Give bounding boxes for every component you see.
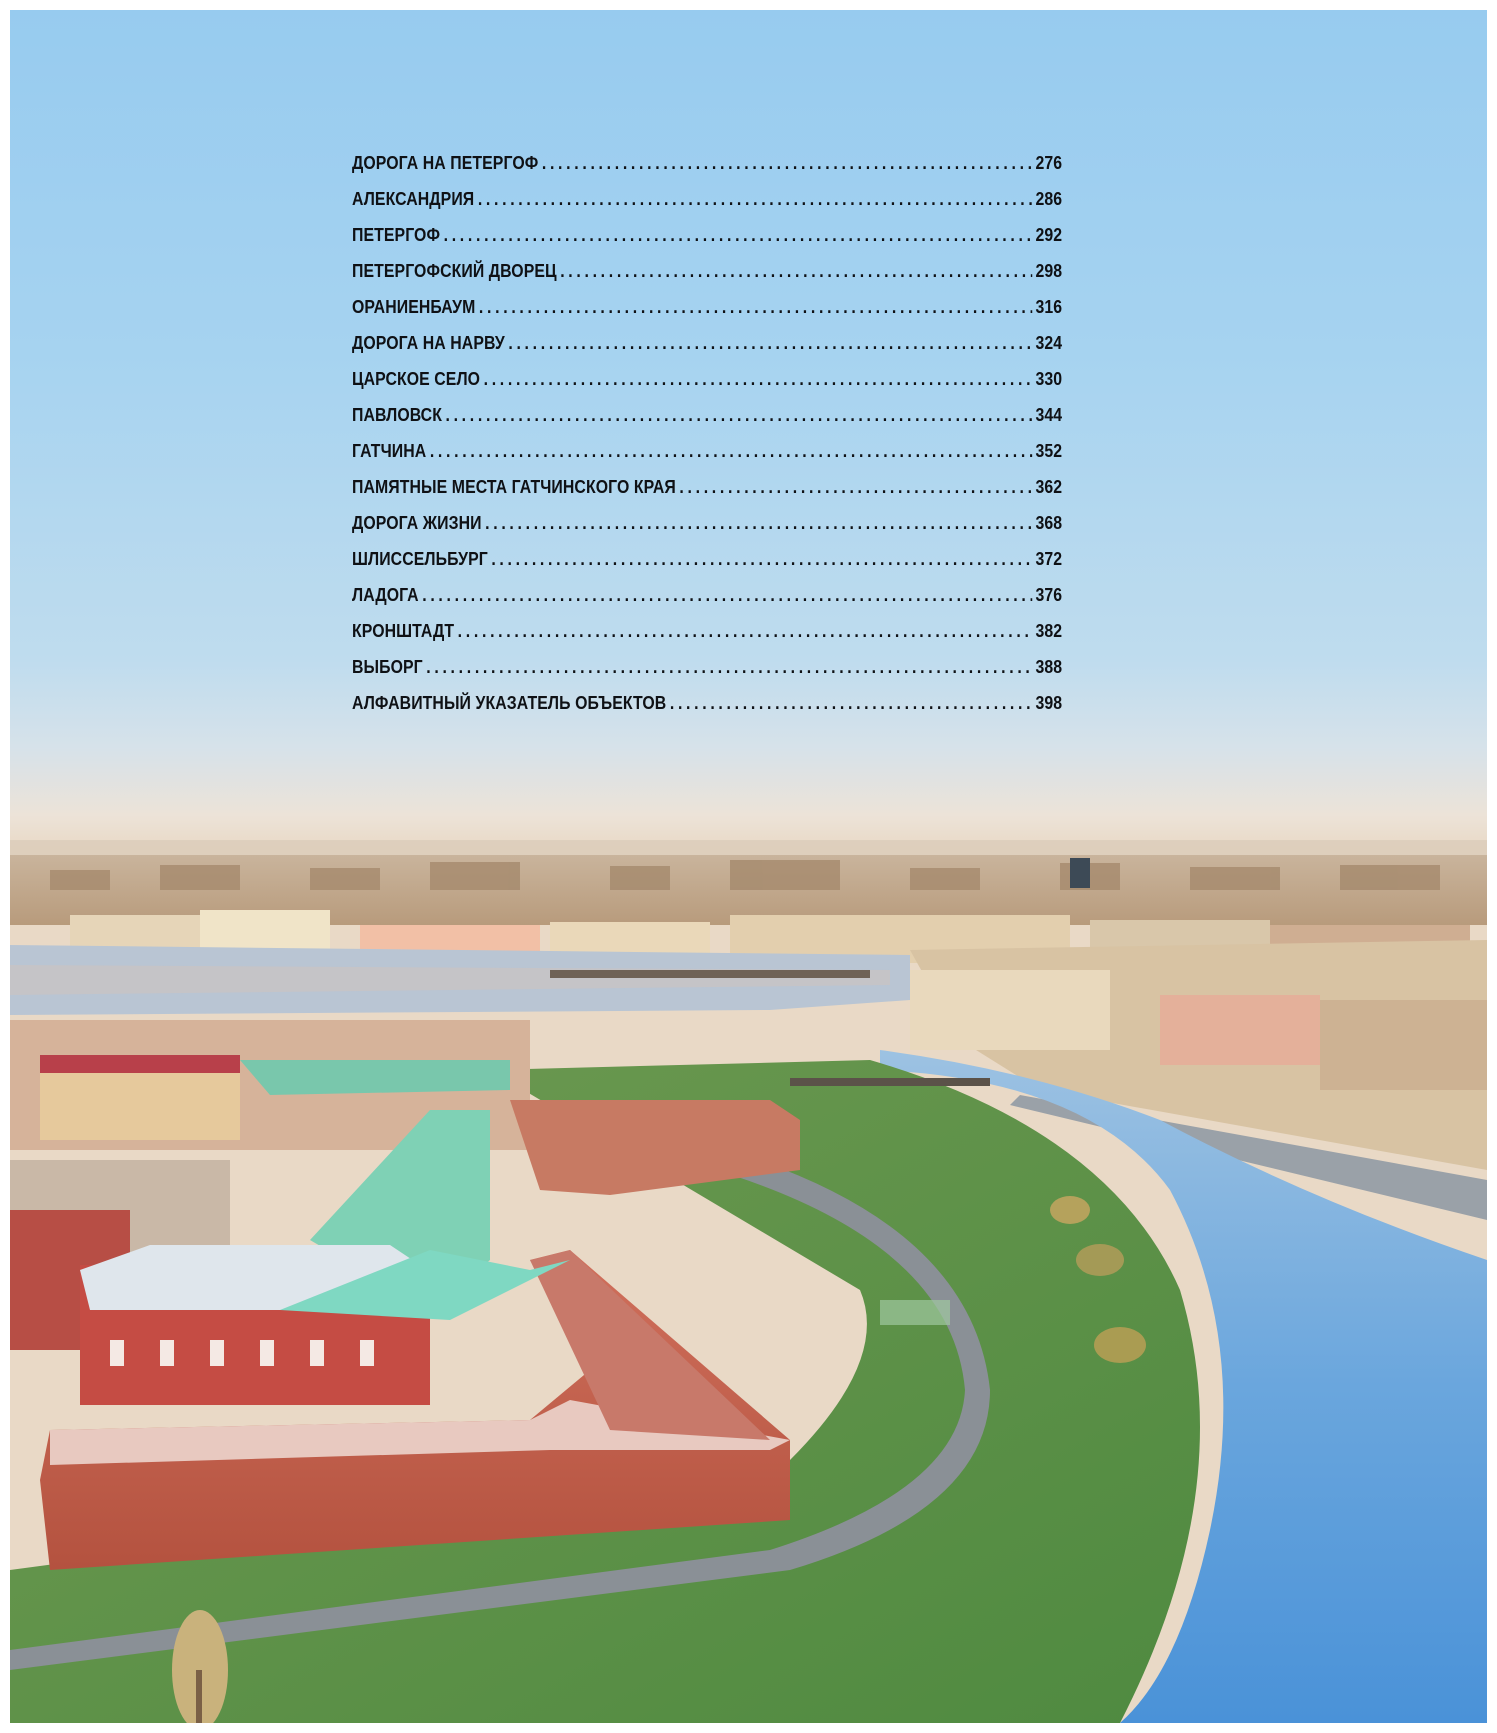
toc-entry-page: 316 xyxy=(1035,297,1063,317)
toc-entry[interactable] xyxy=(352,225,1062,261)
toc-entry-title: ЛАДОГА xyxy=(352,585,419,605)
toc-entry-title: ПЕТЕРГОФСКИЙ ДВОРЕЦ xyxy=(352,261,557,281)
dot-leader xyxy=(426,657,1032,678)
toc-entry-page: 330 xyxy=(1035,369,1063,389)
toc-entry[interactable] xyxy=(352,549,1062,585)
dot-leader xyxy=(422,585,1032,606)
toc-entry-page: 324 xyxy=(1035,333,1063,353)
toc-entry-page: 368 xyxy=(1035,513,1063,533)
toc-entry-title: АЛФАВИТНЫЙ УКАЗАТЕЛЬ ОБЪЕКТОВ xyxy=(352,693,667,713)
toc-entry-page: 362 xyxy=(1035,477,1063,497)
toc-entry-page: 292 xyxy=(1035,225,1063,245)
dot-leader xyxy=(445,405,1031,426)
dot-leader xyxy=(670,693,1032,714)
toc-entry[interactable] xyxy=(352,153,1062,189)
toc-entry-title: ГАТЧИНА xyxy=(352,441,427,461)
toc-entry-page: 382 xyxy=(1035,621,1063,641)
dot-leader xyxy=(679,477,1032,498)
dot-leader xyxy=(479,297,1032,318)
table-of-contents xyxy=(352,153,1062,729)
toc-entry[interactable] xyxy=(352,333,1062,369)
dot-leader xyxy=(542,153,1032,174)
dot-leader xyxy=(508,333,1032,354)
dot-leader xyxy=(478,189,1032,210)
toc-entry-title: ДОРОГА ЖИЗНИ xyxy=(352,513,482,533)
toc-entry[interactable] xyxy=(352,657,1062,693)
dot-leader xyxy=(430,441,1032,462)
book-page xyxy=(10,10,1487,1723)
toc-entry[interactable] xyxy=(352,369,1062,405)
toc-entry-title: ЦАРСКОЕ СЕЛО xyxy=(352,369,481,389)
toc-entry-page: 388 xyxy=(1035,657,1063,677)
toc-entry[interactable] xyxy=(352,405,1062,441)
toc-entry[interactable] xyxy=(352,621,1062,657)
toc-entry-title: ПЕТЕРГОФ xyxy=(352,225,441,245)
dot-leader xyxy=(485,513,1032,534)
toc-entry-page: 372 xyxy=(1035,549,1063,569)
toc-entry[interactable] xyxy=(352,189,1062,225)
toc-entry-page: 398 xyxy=(1035,693,1063,713)
dot-leader xyxy=(491,549,1032,570)
toc-entry-page: 286 xyxy=(1035,189,1063,209)
toc-entry-title: КРОНШТАДТ xyxy=(352,621,455,641)
dot-leader xyxy=(444,225,1032,246)
toc-entry-title: ШЛИССЕЛЬБУРГ xyxy=(352,549,488,569)
toc-entry-title: ВЫБОРГ xyxy=(352,657,423,677)
toc-entry[interactable] xyxy=(352,513,1062,549)
toc-entry-title: ОРАНИЕНБАУМ xyxy=(352,297,476,317)
dot-leader xyxy=(458,621,1032,642)
toc-entry[interactable] xyxy=(352,477,1062,513)
toc-entry-title: ПАМЯТНЫЕ МЕСТА ГАТЧИНСКОГО КРАЯ xyxy=(352,477,676,497)
dot-leader xyxy=(560,261,1032,282)
toc-entry-page: 344 xyxy=(1035,405,1063,425)
toc-entry[interactable] xyxy=(352,297,1062,333)
toc-entry-page: 352 xyxy=(1035,441,1063,461)
toc-entry-title: АЛЕКСАНДРИЯ xyxy=(352,189,475,209)
toc-entry[interactable] xyxy=(352,261,1062,297)
toc-entry-title: ДОРОГА НА ПЕТЕРГОФ xyxy=(352,153,539,173)
toc-entry-page: 376 xyxy=(1035,585,1063,605)
toc-entry[interactable] xyxy=(352,585,1062,621)
dot-leader xyxy=(484,369,1032,390)
toc-entry-title: ПАВЛОВСК xyxy=(352,405,442,425)
toc-entry[interactable] xyxy=(352,693,1062,729)
toc-entry[interactable] xyxy=(352,441,1062,477)
toc-entry-page: 276 xyxy=(1035,153,1063,173)
toc-entry-title: ДОРОГА НА НАРВУ xyxy=(352,333,505,353)
toc-entry-page: 298 xyxy=(1035,261,1063,281)
